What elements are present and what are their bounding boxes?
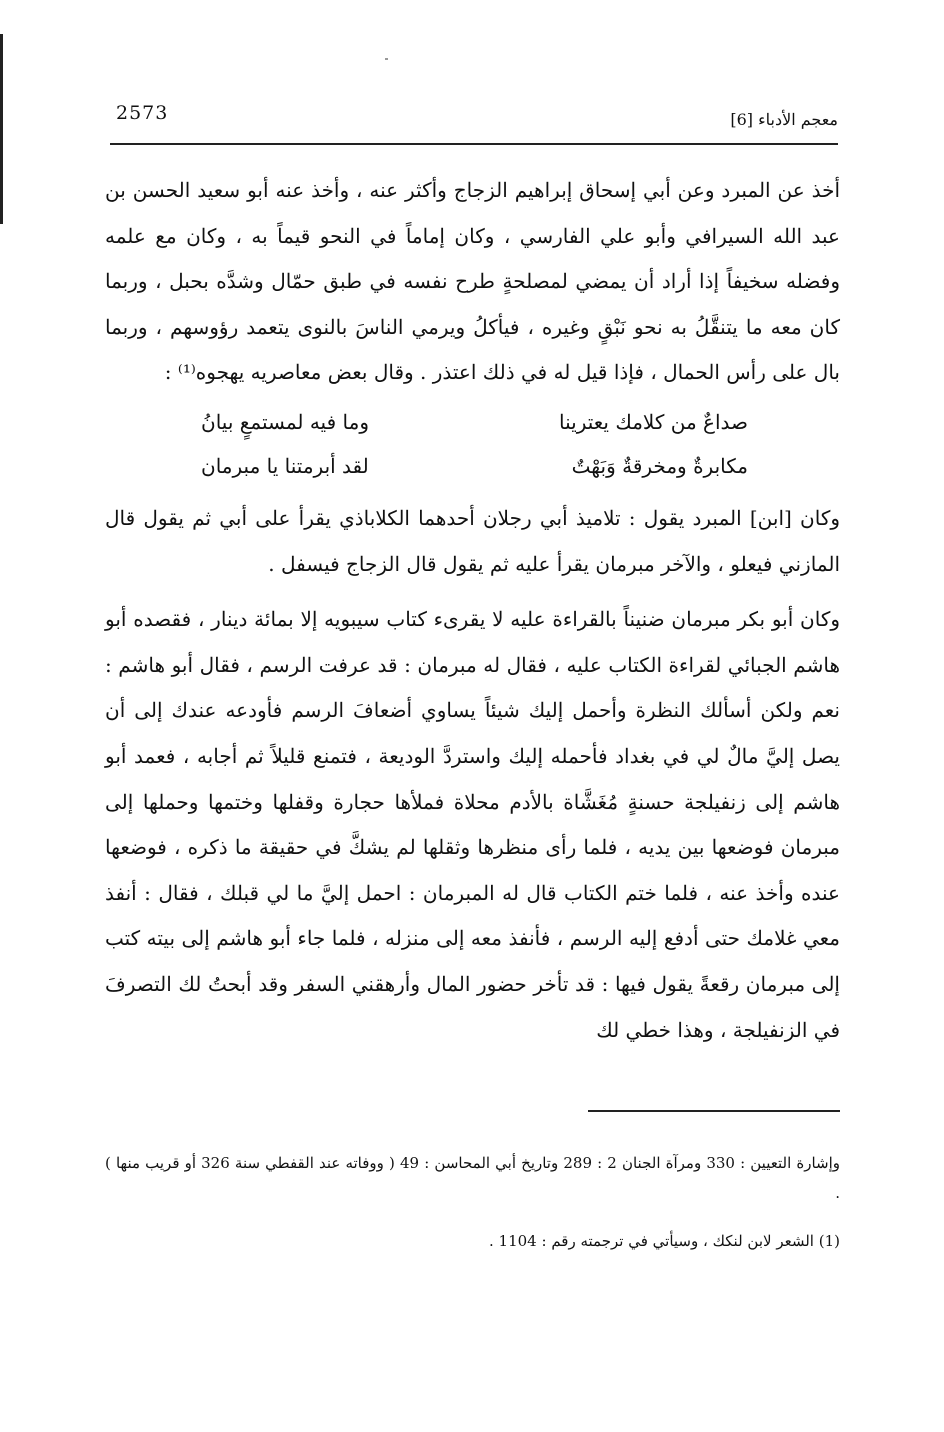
- header-divider: [110, 143, 838, 145]
- paragraph: أخذ عن المبرد وعن أبي إسحاق إبراهيم الزجاج وأكثر عنه ، وأخذ عنه أبو سعيد الحسن بن عبد الله السيرافي وأبو علي الفارسي ، وكان إماماً في النحو قيماً به ، وكان مع علمه وفضله سخيفاً إذا أراد أن يمضي لمصلحةٍ طرح نفسه في طبق حمّال وشدَّه بحبل ، وربما كان معه ما يتنقَّلُ به نحو نَبْقٍ وغيره ، فيأكلُ ويرمي الناسَ بالنوى يتعمد رؤوسهم ، وربما بال على رأس الحمال ، فإذا قيل له في ذلك اعتذر . وقال بعض معاصريه يهجوه⁽¹⁾ :: [105, 178, 840, 385]
- poem-verse: [105, 400, 840, 444]
- footnote-divider: [588, 1110, 840, 1112]
- footnote-continuation: وإشارة التعيين : 330 ومرآة الجنان 2 : 289 وتاريخ أبي المحاسن : 49 ( ووفاته عند القفطي سنة 326 أو قريب منها ) .: [105, 1154, 841, 1202]
- paragraph-gap: [105, 587, 840, 597]
- paragraph: وكان أبو بكر مبرمان ضنيناً بالقراءة عليه لا يقرىء كتاب سيبويه إلا بمائة دينار ، فقصده أبو هاشم الجبائي لقراءة الكتاب عليه ، فقال له مبرمان : قد عرفت الرسم ، فقال أبو هاشم : نعم ولكن أسألك النظرة وأحمل إليك شيئاً يساوي أضعافَ الرسم فأودعه عندك إلى أن يصل إليَّ مالٌ لي في بغداد فأحمله إليك واستردَّ الوديعة ، فتمنع قليلاً ثم أجابه ، فعمد أبو هاشم إلى زنفيلجة حسنةٍ مُغَشَّاة بالأدم محلاة فملأها حجارة وقفلها وختمها وحملها إلى مبرمان فوضعها بين يديه ، فلما رأى منظرها وثقلها لم يشكَّ في حقيقة ما ذكره ، فوضعها عنده وأخذ عنه ، فلما ختم الكتاب قال له المبرمان : احمل إليَّ ما لي قبلك ، فقال : أنفذ معي غلامك حتى أدفع إليه الرسم ، فأنفذ معه إلى منزله ، فلما جاء أبو هاشم إلى بيته كتب إلى مبرمان رقعةً يقول فيها : قد تأخر حضور المال وأرهقني السفر وقد أبحتُ لك التصرفَ في الزنفيلجة ، وهذا خطي لك: [105, 607, 840, 1042]
- paragraph: وكان [ابن] المبرد يقول : تلاميذ أبي رجلان أحدهما الكلاباذي يقرأ على أبي ثم يقول قال المازني فيعلو ، والآخر مبرمان يقرأ عليه ثم يقول قال الزجاج فيسفل .: [105, 505, 840, 576]
- main-text: [105, 168, 840, 1053]
- page-number: 2573: [116, 102, 169, 124]
- page-header: [110, 98, 838, 142]
- verse-first-hemistich: مكابرةٌ ومخرقةٌ وَبَهْتٌ: [571, 453, 748, 478]
- verse-second-hemistich: وما فيه لمستمعٍ بيانُ: [201, 409, 369, 434]
- verse-first-hemistich: صداعٌ من كلامك يعترينا: [559, 409, 748, 434]
- footnote-1: (1) الشعر لابن لنكك ، وسيأتي في ترجمته رقم : 1104 .: [489, 1232, 840, 1250]
- running-title: معجم الأدباء [6]: [730, 110, 838, 129]
- footnotes: [105, 1148, 840, 1256]
- verse-second-hemistich: لقد أبرمتنا يا مبرمان: [201, 453, 369, 478]
- poem: [105, 400, 840, 488]
- scan-mark: [385, 58, 388, 60]
- poem-verse: [105, 444, 840, 488]
- page-edge-rule: [0, 34, 3, 224]
